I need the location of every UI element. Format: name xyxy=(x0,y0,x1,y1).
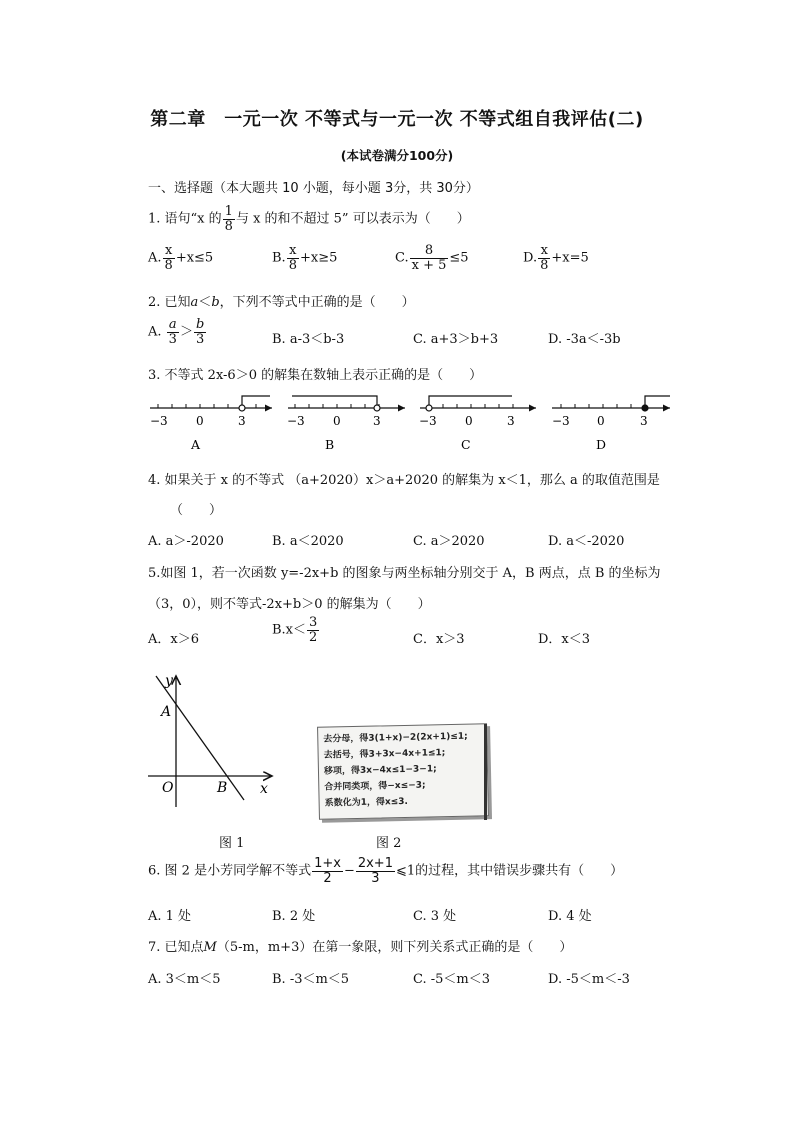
q3-a-label: A xyxy=(191,437,201,452)
q3-number-lines xyxy=(140,386,680,458)
q6-frac1-num: 1+x xyxy=(314,856,341,871)
q4-option-b[interactable]: B. a＜2020 xyxy=(272,534,344,549)
q6-stem-post: 的过程，其中错误步骤共有（ ） xyxy=(415,863,624,879)
q3-d-tick-3: 3 xyxy=(640,414,648,428)
q1-frac-den: 8 xyxy=(224,218,233,234)
q1-d-num: x xyxy=(538,244,550,259)
q2-a-op: ＞ xyxy=(179,324,193,340)
q5-option-a[interactable]: A．x＞6 xyxy=(148,632,199,647)
q1-b-label: B. xyxy=(272,250,286,266)
q1-b-rest: +x≥5 xyxy=(299,250,338,266)
q3-b-label: B xyxy=(325,437,335,452)
q1-d-den: 8 xyxy=(540,257,549,273)
q2-a-den2: 3 xyxy=(195,331,205,347)
q4-option-c[interactable]: C. a＞2020 xyxy=(413,534,485,549)
q7-option-a[interactable]: A. 3＜m＜5 xyxy=(148,972,221,987)
q3-d-label: D xyxy=(596,437,607,452)
q1-c-den: x + 5 xyxy=(411,257,447,273)
q5-b-frac xyxy=(307,616,319,644)
q2-var-a: a xyxy=(190,295,199,310)
q1-b-den: 8 xyxy=(288,257,297,273)
q1-c-num: 8 xyxy=(410,244,449,259)
q2-option-c[interactable]: C. a+3＞b+3 xyxy=(413,332,499,347)
q3-a-tick-neg3: −3 xyxy=(150,414,168,428)
q6-option-b[interactable]: B. 2 处 xyxy=(272,909,316,924)
fig2-step-5: 系数化为1，得x≤3. xyxy=(324,796,409,809)
q1-option-a[interactable] xyxy=(148,244,213,272)
q7-stem xyxy=(148,936,572,955)
q3-d-tick-0: 0 xyxy=(597,414,605,428)
q3-numberline-d[interactable] xyxy=(552,396,670,452)
q2-option-d[interactable]: D. -3a＜-3b xyxy=(548,332,621,347)
q2-a-num2: b xyxy=(195,317,205,332)
q4-stem: 4. 如果关于 x 的不等式 （a+2020）x＞a+2020 的解集为 x＜1，那么 a 的取值范围是 xyxy=(148,473,660,488)
fig1-origin-label: O xyxy=(162,780,174,796)
q3-b-tick-0: 0 xyxy=(333,414,341,428)
q6-frac2-den: 3 xyxy=(371,870,380,886)
q6-stem xyxy=(148,857,623,885)
q3-d-tick-neg3: −3 xyxy=(552,414,570,428)
q4-option-d[interactable]: D. a＜-2020 xyxy=(548,534,625,549)
q1-b-num: x xyxy=(287,244,299,259)
page-title: 第二章 一元一次 不等式与一元一次 不等式组自我评估(二) xyxy=(150,109,644,130)
q7-stem-pre: 7. 已知点 xyxy=(148,940,204,955)
q5-option-d[interactable]: D．x＜3 xyxy=(538,632,591,647)
q1-stem-fraction xyxy=(223,205,235,233)
fig2-step-4: 合并同类项，得−x≤−3; xyxy=(324,780,426,793)
q1-d-rest: +x=5 xyxy=(551,250,589,266)
q2-lt: ＜ xyxy=(198,295,212,310)
q2-a-den1: 3 xyxy=(168,331,177,347)
q5-line1: 5.如图 1，若一次函数 y=-2x+b 的图象与两坐标轴分别交于 A，B 两点，点 B 的坐标为 xyxy=(148,566,661,581)
q1-a-rest: +x≤5 xyxy=(175,250,214,266)
q1-b-frac xyxy=(287,244,299,272)
q3-a-tick-0: 0 xyxy=(196,414,204,428)
q1-c-label: C. xyxy=(395,250,409,266)
figure-2-board-edge xyxy=(484,724,487,820)
q5-option-b[interactable] xyxy=(272,616,320,644)
q5-option-c[interactable]: C．x＞3 xyxy=(413,632,465,647)
q1-option-d[interactable] xyxy=(523,244,589,272)
q7-point-m: M xyxy=(203,940,217,955)
q3-a-tick-3: 3 xyxy=(238,414,246,428)
q2-stem-post: ，下列不等式中正确的是（ ） xyxy=(219,295,415,310)
q2-option-b[interactable]: B. a-3＜b-3 xyxy=(272,332,345,347)
q2-option-a[interactable] xyxy=(148,318,207,346)
q2-stem-pre: 2. 已知 xyxy=(148,295,191,310)
q6-frac1-den: 2 xyxy=(323,870,332,886)
figure-1-caption: 图 1 xyxy=(219,836,245,851)
q7-stem-post: （5-m，m+3）在第一象限，则下列关系式正确的是（ ） xyxy=(216,940,573,955)
q1-a-den: 8 xyxy=(164,257,173,273)
q6-stem-pre: 6. 图 2 是小芳同学解不等式 xyxy=(148,863,312,879)
page-subtitle: (本试卷满分100分) xyxy=(340,148,454,163)
q2-a-frac2 xyxy=(194,318,206,346)
q1-option-b[interactable] xyxy=(272,244,337,272)
q1-a-label: A. xyxy=(148,250,162,266)
q6-minus: − xyxy=(343,863,355,879)
q3-c-tick-neg3: −3 xyxy=(419,414,437,428)
q3-b-tick-3: 3 xyxy=(373,414,381,428)
figure-2-caption: 图 2 xyxy=(376,836,402,851)
q5-b-pre: B.x＜ xyxy=(272,622,307,638)
q6-frac1 xyxy=(312,857,343,885)
q2-a-label: A. xyxy=(148,324,162,340)
q3-numberline-b[interactable] xyxy=(287,396,405,452)
q7-option-c[interactable]: C. -5＜m＜3 xyxy=(413,972,491,987)
q4-paren: （ ） xyxy=(170,503,223,518)
fig1-x-label: x xyxy=(260,781,268,797)
q7-option-b[interactable]: B. -3＜m＜5 xyxy=(272,972,350,987)
q1-c-frac xyxy=(410,244,449,272)
figure-2-board xyxy=(317,723,489,820)
q6-option-d[interactable]: D. 4 处 xyxy=(548,909,592,924)
fig1-point-b-label: B xyxy=(217,780,228,796)
q1-d-label: D. xyxy=(523,250,538,266)
q3-b-open-point xyxy=(374,405,380,411)
q2-stem xyxy=(148,291,415,310)
q6-frac2-num: 2x+1 xyxy=(357,856,393,871)
q6-option-a[interactable]: A. 1 处 xyxy=(148,909,192,924)
q3-d-closed-point xyxy=(642,405,648,411)
q1-stem xyxy=(148,205,470,233)
fig1-y-label: y xyxy=(165,673,173,689)
q2-a-frac1 xyxy=(167,318,179,346)
q3-numberline-a[interactable] xyxy=(150,396,272,452)
q7-option-d[interactable]: D. -5＜m＜-3 xyxy=(548,972,630,987)
figure-2-steps xyxy=(323,728,483,811)
fig2-step-2: 去括号，得3+3x−4x+1≤1; xyxy=(323,748,446,761)
figure-1-graph xyxy=(140,672,280,807)
fig1-point-a-label: A xyxy=(161,704,172,720)
q2-var-b: b xyxy=(211,295,220,310)
q6-relation: ⩽1 xyxy=(395,863,416,879)
q4-option-a[interactable]: A. a＞-2020 xyxy=(148,534,224,549)
fig2-step-3: 移项，得3x−4x≤1−3−1; xyxy=(323,764,437,777)
q1-d-frac xyxy=(538,244,550,272)
q3-b-tick-neg3: −3 xyxy=(287,414,305,428)
q5-b-den: 2 xyxy=(309,629,318,645)
q2-a-num1: a xyxy=(168,317,177,332)
q5-line2: （3，0），则不等式-2x+b＞0 的解集为（ ） xyxy=(148,597,431,612)
q1-a-num: x xyxy=(163,244,175,259)
q6-frac2 xyxy=(356,857,395,885)
q3-numberline-c[interactable] xyxy=(419,396,536,452)
q3-c-label: C xyxy=(461,437,471,452)
q1-a-frac xyxy=(163,244,175,272)
q3-stem: 3. 不等式 2x-6＞0 的解集在数轴上表示正确的是（ ） xyxy=(148,368,483,383)
q3-c-tick-0: 0 xyxy=(465,414,473,428)
q1-stem-post: 与 x 的和不超过 5” 可以表示为（ ） xyxy=(235,211,470,227)
q6-option-c[interactable]: C. 3 处 xyxy=(413,909,457,924)
fig2-step-1: 去分母，得3(1+x)−2(2x+1)≤1; xyxy=(323,731,468,745)
section-heading: 一、选择题（本大题共 10 小题，每小题 3分，共 30分） xyxy=(148,181,479,196)
q3-a-open-point xyxy=(239,405,245,411)
q1-frac-num: 1 xyxy=(224,204,233,219)
q1-c-rest: ≤5 xyxy=(449,250,469,266)
q3-c-open-point xyxy=(426,405,432,411)
q1-option-c[interactable] xyxy=(395,244,469,272)
q3-c-tick-3: 3 xyxy=(507,414,515,428)
q5-b-num: 3 xyxy=(309,615,318,630)
q1-stem-pre: 1. 语句“x 的 xyxy=(148,211,222,227)
